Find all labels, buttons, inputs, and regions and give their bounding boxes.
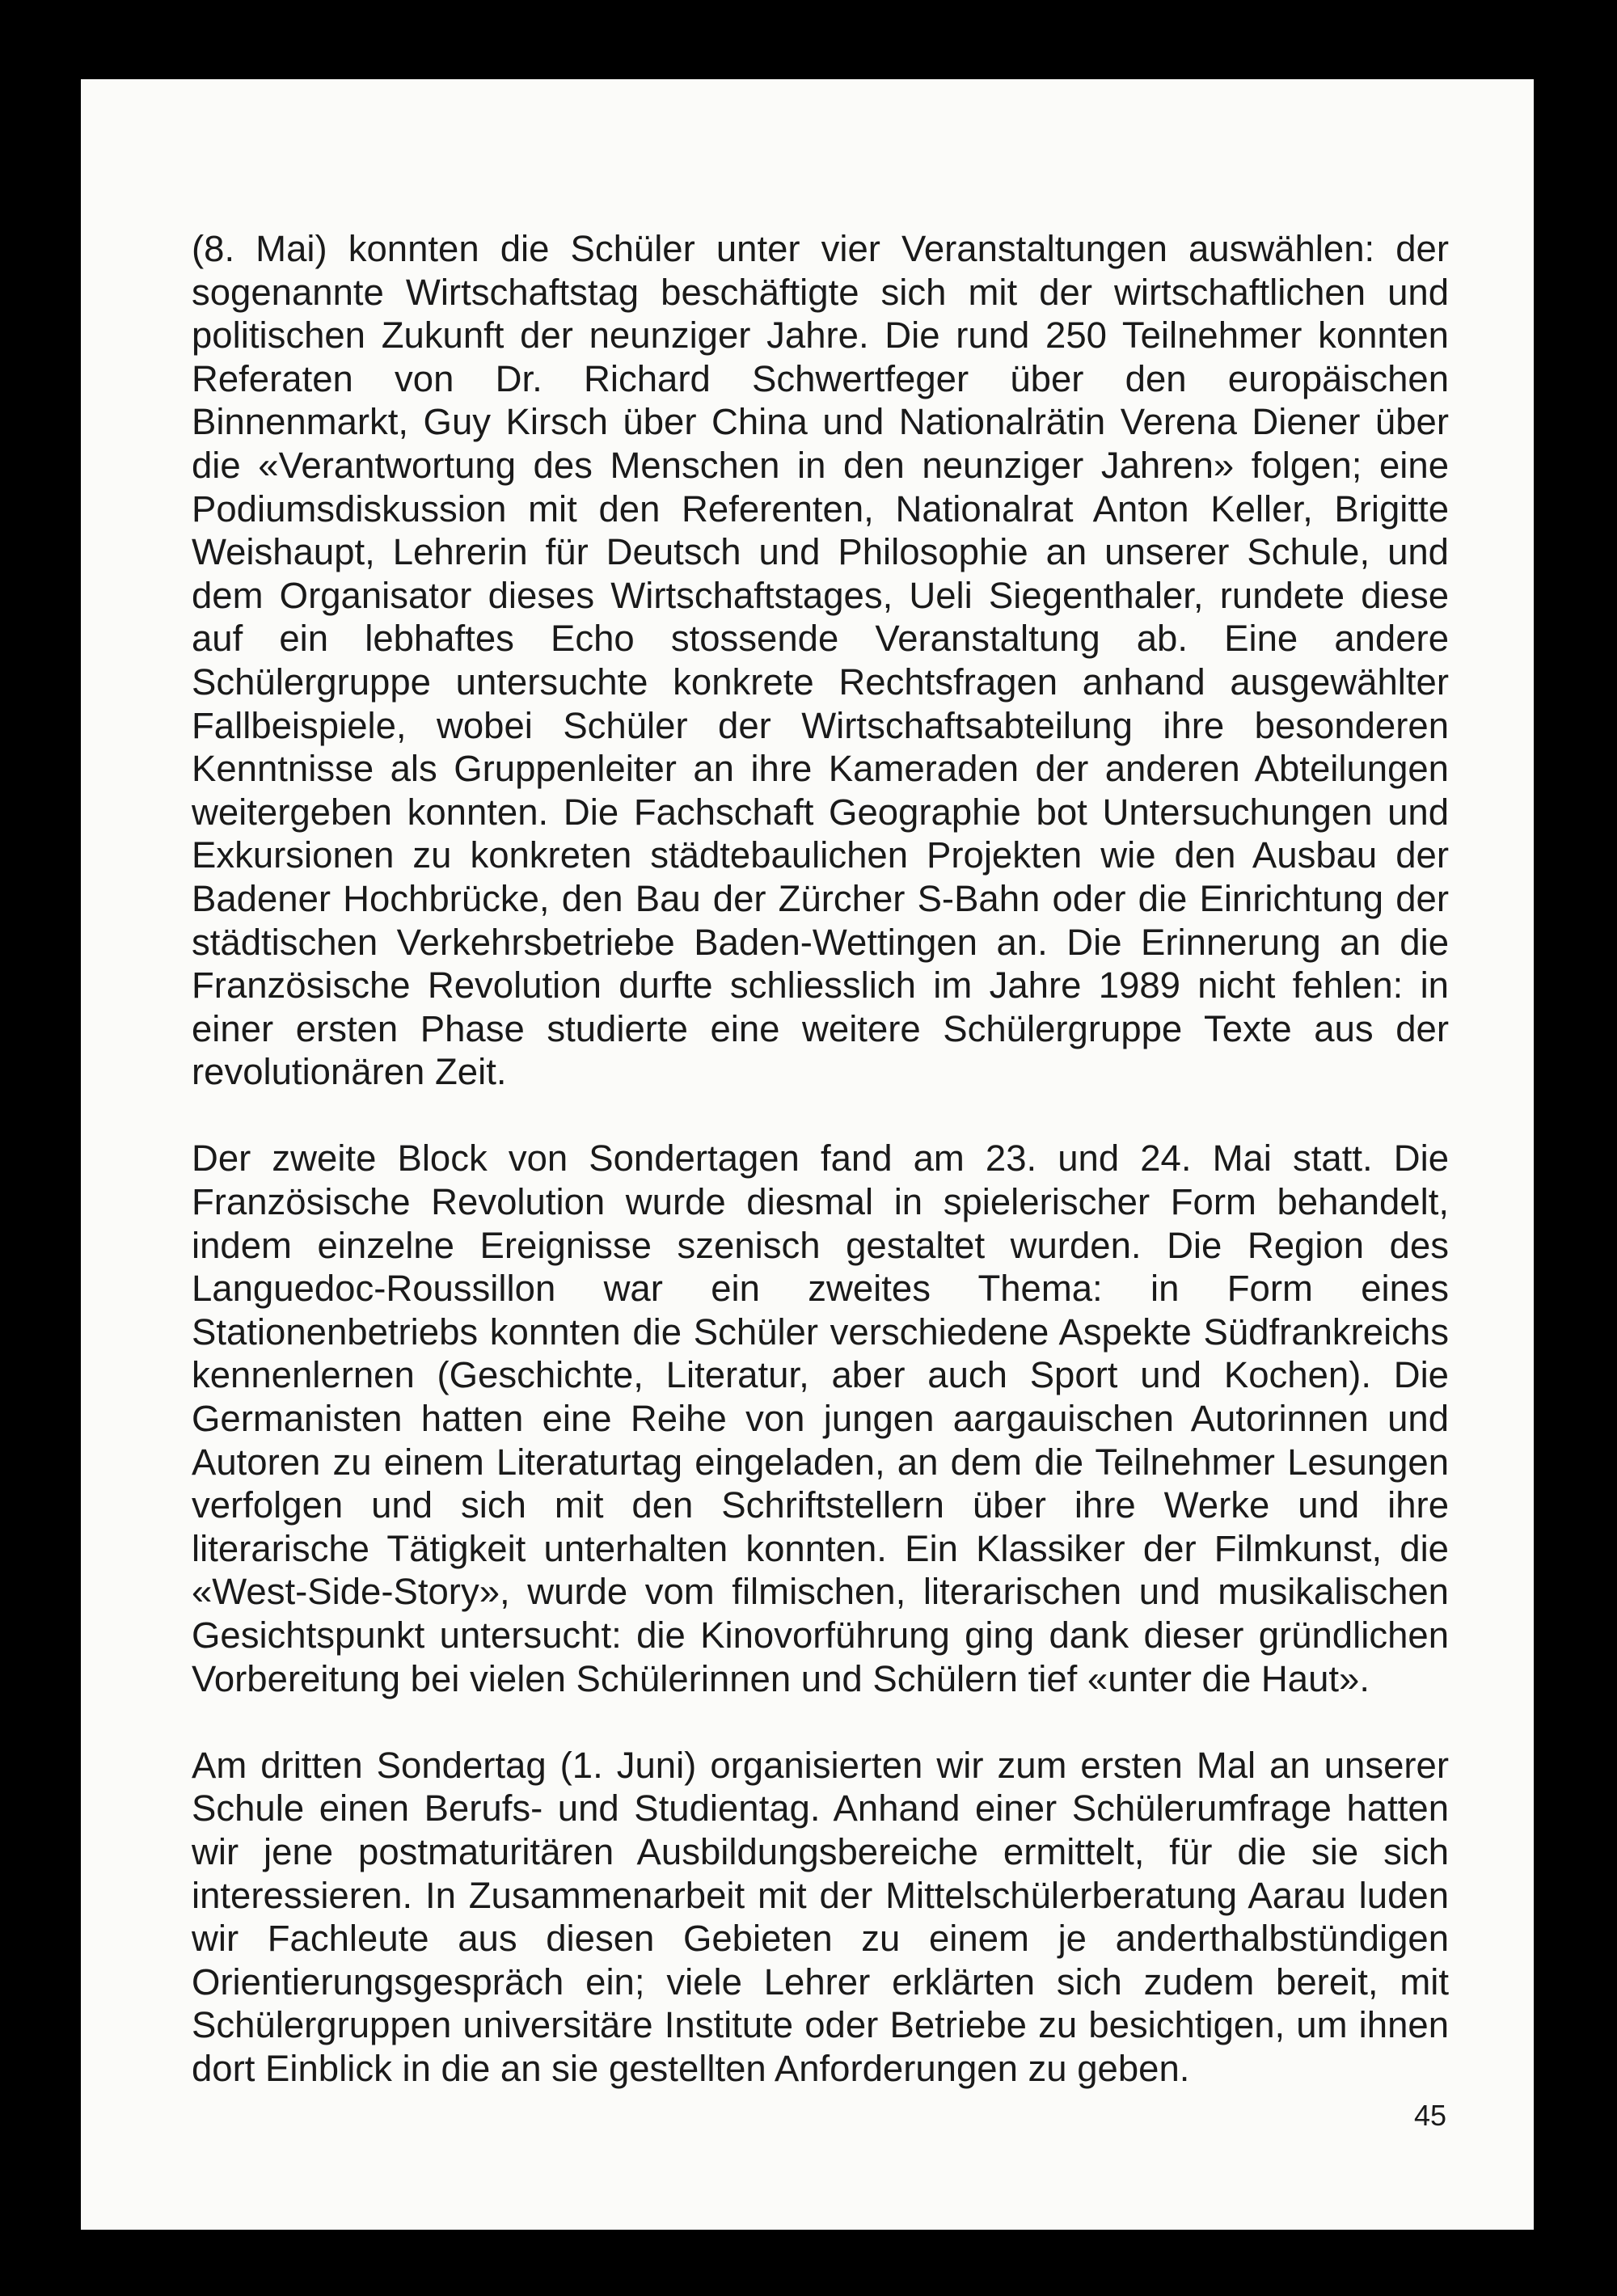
body-text bbox=[192, 227, 1449, 2134]
paragraph-3: Am dritten Sondertag (1. Juni) organisierten wir zum ersten Mal an unserer Schule einen Berufs- und Studientag. Anhand einer Schülerumfrage hatten wir jene postmaturitären Ausbildungsbereiche ermittelt, für die sie sich interessieren. In Zusammenarbeit mit der Mittelschülerberatung Aarau luden wir Fachleute aus diesen Gebieten zu einem je anderthalbstündigen Orientierungsgespräch ein; viele Lehrer erklärten sich zudem bereit, mit Schülergruppen universitäre Institute oder Betriebe zu besichtigen, um ihnen dort Einblick in die an sie gestellten Anforderungen zu geben. bbox=[192, 1744, 1449, 2089]
paragraph-1: (8. Mai) konnten die Schüler unter vier Veranstaltungen auswählen: der sogenannte Wirtschaftstag beschäftigte sich mit der wirtschaftlichen und politischen Zukunft der neunziger Jahre. Die rund 250 Teilnehmer konnten Referaten von Dr. Richard Schwertfeger über den europäischen Binnenmarkt, Guy Kirsch über China und Nationalrätin Verena Diener über die «Verantwortung des Menschen in den neunziger Jahren» folgen; eine Podiumsdiskussion mit den Referenten, Nationalrat Anton Keller, Brigitte Weishaupt, Lehrerin für Deutsch und Philosophie an unserer Schule, und dem Organisator dieses Wirtschaftstages, Ueli Siegenthaler, rundete diese auf ein lebhaftes Echo stossende Veranstaltung ab. Eine andere Schülergruppe untersuchte konkrete Rechtsfragen anhand ausgewählter Fallbeispiele, wobei Schüler der Wirtschaftsabteilung ihre besonderen Kenntnisse als Gruppenleiter an ihre Kameraden der anderen Abteilungen weitergeben konnten. Die Fachschaft Geographie bot Untersuchungen und Exkursionen zu konkreten städtebaulichen Projekten wie den Ausbau der Badener Hochbrücke, den Bau der Zürcher S-Bahn oder die Einrichtung der städtischen Verkehrsbetriebe Baden-Wettingen an. Die Erinnerung an die Französische Revolution durfte schliesslich im Jahre 1989 nicht fehlen: in einer ersten Phase studierte eine weitere Schülergruppe Texte aus der revolutionären Zeit. bbox=[192, 228, 1449, 1093]
document-page bbox=[81, 79, 1534, 2230]
paragraph-2: Der zweite Block von Sondertagen fand am 23. und 24. Mai statt. Die Französische Revolution wurde diesmal in spielerischer Form behandelt, indem einzelne Ereignisse szenisch gestaltet wurden. Die Region des Languedoc-Roussillon war ein zweites Thema: in Form eines Stationenbetriebs konnten die Schüler verschiedene Aspekte Südfrankreichs kennenlernen (Geschichte, Literatur, aber auch Sport und Kochen). Die Germanisten hatten eine Reihe von jungen aargauischen Autorinnen und Autoren zu einem Literaturtag eingeladen, an dem die Teilnehmer Lesungen verfolgen und sich mit den Schriftstellern über ihre Werke und ihre literarische Tätigkeit unterhalten konnten. Ein Klassiker der Filmkunst, die «West-Side-Story», wurde vom filmischen, literarischen und musikalischen Gesichtspunkt untersucht: die Kinovorführung ging dank dieser gründlichen Vorbereitung bei vielen Schülerinnen und Schülern tief «unter die Haut». bbox=[192, 1137, 1449, 1699]
page-number: 45 bbox=[1413, 2099, 1446, 2132]
